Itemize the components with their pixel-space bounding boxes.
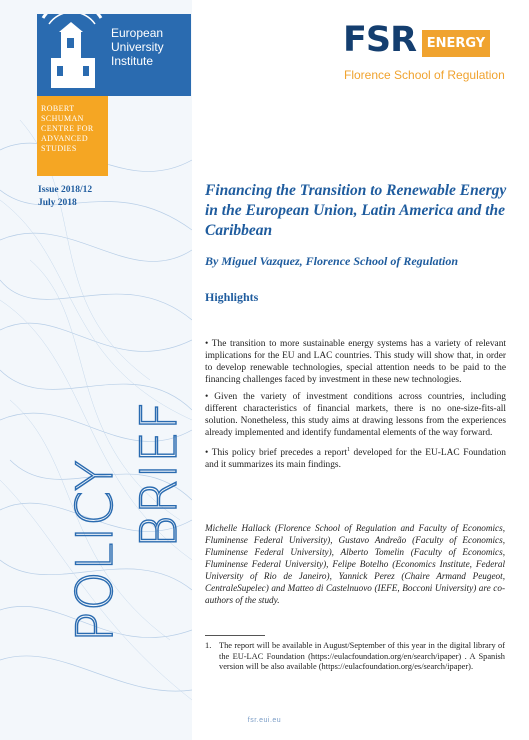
fsr-subtitle: Florence School of Regulation xyxy=(344,68,505,82)
sidebar xyxy=(0,0,192,740)
fsr-letters: FSR xyxy=(343,20,417,60)
rsc-name-line-5: STUDIES xyxy=(41,144,77,153)
footnote-divider xyxy=(205,635,265,636)
rsc-name xyxy=(41,104,94,154)
highlight-text: Given the variety of investment conditions across countries, including different characteristics of financial markets, there is no one-size-fits-all solution. Nonetheless, this study aims at drawing lessons from the experiences already implemented and identify fundamental elements of the way forward. xyxy=(205,392,506,438)
eui-name-line-1: European xyxy=(111,26,164,40)
eui-name xyxy=(111,26,164,68)
issue-date: July 2018 xyxy=(38,198,77,208)
issue-number: Issue 2018/12 xyxy=(38,185,93,195)
footnote xyxy=(205,641,505,673)
rsc-name-line-4: ADVANCED xyxy=(41,134,89,143)
footnote-ref: 1 xyxy=(346,447,350,453)
byline: By Miguel Vazquez, Florence School of Regulation xyxy=(205,254,459,268)
rsc-name-line-2: SCHUMAN xyxy=(41,114,84,123)
issue-info xyxy=(38,184,92,210)
policy-brief-vertical-title xyxy=(40,380,190,650)
highlights-list xyxy=(205,338,506,476)
eui-building-icon xyxy=(37,14,107,96)
highlight-item: • Given the variety of investment conditions across countries, including different characteristics of financial markets, there is no one-size-fits-all solution. Nonetheless, this study aims at drawing lessons from the experiences already implemented and identify fundamental elements of the way forward. xyxy=(205,392,506,438)
brief-word: BRIEF xyxy=(130,400,188,548)
highlights-heading: Highlights xyxy=(205,290,259,304)
rsc-name-line-3: CENTRE FOR xyxy=(41,124,94,133)
policy-word: POLICY xyxy=(66,459,124,642)
highlight-text: The transition to more sustainable energy systems has a variety of relevant implications for the EU and LAC countries. This study will show that, in order to develop renewable technologies, special attention needs to be paid to the financing challenges faced by investment in these new technologies. xyxy=(205,339,506,385)
highlight-item: • The transition to more sustainable energy systems has a variety of relevant implications for the EU and LAC countries. This study will show that, in order to develop renewable technologies, special attention needs to be paid to the financing challenges faced by investment in these new technologies. xyxy=(205,339,506,385)
rsc-block xyxy=(37,96,108,176)
highlight-item: • This policy brief precedes a report$^1$ developed for the EU-LAC Foundation and it summarizes its main findings. xyxy=(205,447,506,471)
eui-name-line-2: University xyxy=(111,40,164,54)
highlight-text-start: This policy brief precedes a report xyxy=(211,448,347,459)
eui-name-line-3: Institute xyxy=(111,54,154,68)
co-authors-paragraph: Michelle Hallack (Florence School of Regulation and Faculty of Economics, Fluminense Federal University), Gustavo Andreão (Faculty of Economics, Fluminense Federal University), Alberto Tomelin (Faculty of Economics, Fluminense Federal University), Felipe Botelho (Economics Institute, Federal University of Rio de Janeiro), Yannick Perez (Chaire Armand Peugeot, CentraleSupelec) and Matteo di Castelnuovo (IEFE, Bocconi University) are co-authors of the study. xyxy=(205,523,505,605)
highlight-text-end: developed for the EU-LAC Foundation and it summarizes its main findings. xyxy=(205,448,506,471)
site-url: fsr.eui.eu xyxy=(247,717,282,724)
document-title: Financing the Transition to Renewable Energy in the European Union, Latin America and the Caribbean xyxy=(205,182,507,239)
footnote-text: The report will be available in August/September of this year in the digital library of the EU-LAC Foundation (https://eulacfoundation.org/en/search/ipaper) . A Spanish version will be also available (https://eulacfoundation.org/es/search/ipaper). xyxy=(219,641,505,671)
rsc-name-line-1: ROBERT xyxy=(41,104,75,113)
eui-logo-block xyxy=(37,14,191,96)
fsr-energy-badge: ENERGY xyxy=(422,30,490,57)
footnote-number: 1. xyxy=(205,641,212,650)
